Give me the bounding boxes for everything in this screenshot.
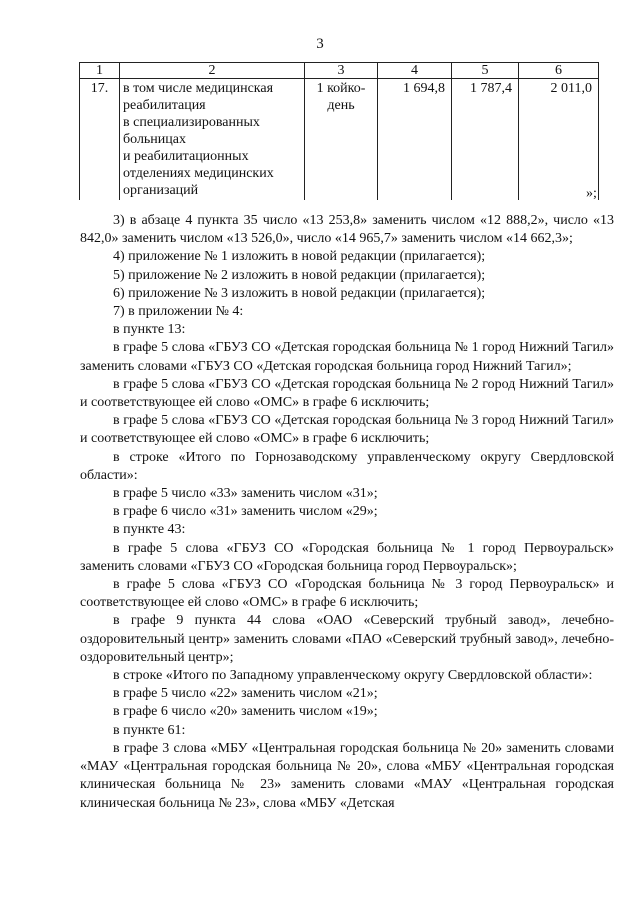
header-cell: 1 — [80, 63, 120, 79]
paragraph: в пункте 13: — [113, 322, 186, 338]
paragraph: в графе 5 слова «ГБУЗ СО «Городская больница № 3 город Первоуральск» и соответствующее ей слово «ОМС» в графе 6 исключить; — [80, 577, 614, 611]
row-value-col6: 2 011,0 — [519, 79, 599, 201]
paragraph: в пункте 43: — [113, 522, 186, 538]
description-line: больницах — [123, 132, 186, 147]
paragraph: в графе 5 слова «ГБУЗ СО «Городская больница № 1 город Первоуральск» заменить словами «ГБУЗ СО «Городская больница город Первоуральск»; — [80, 540, 614, 574]
row-value-col4: 1 694,8 — [378, 79, 452, 201]
table-header-row — [80, 63, 599, 79]
paragraph: в графе 5 слова «ГБУЗ СО «Детская городская больница № 1 город Нижний Тагил» заменить словами «ГБУЗ СО «Детская городская больница город Нижний Тагил»; — [80, 340, 614, 374]
header-cell: 3 — [305, 63, 378, 79]
description-line: организаций — [123, 183, 199, 198]
header-cell: 4 — [378, 63, 452, 79]
paragraph: в строке «Итого по Западному управленческому округу Свердловской области»: — [113, 668, 593, 684]
paragraph: в графе 5 число «22» заменить числом «21»; — [113, 686, 378, 702]
paragraph: в графе 5 число «33» заменить числом «31»; — [113, 486, 378, 502]
table-row — [80, 79, 599, 201]
description-line: в том числе медицинская — [123, 81, 274, 96]
paragraph: 4) приложение № 1 изложить в новой редакции (прилагается); — [113, 249, 486, 265]
description-line: и реабилитационных — [123, 149, 249, 164]
paragraph: в графе 6 число «20» заменить числом «19»; — [113, 704, 378, 720]
paragraph: 5) приложение № 2 изложить в новой редакции (прилагается); — [113, 267, 486, 283]
paragraph: 7) в приложении № 4: — [113, 304, 244, 320]
table-closing-quote: »; — [586, 186, 597, 201]
data-table — [79, 62, 599, 200]
unit-line: 1 койко- — [316, 81, 366, 96]
row-unit — [305, 79, 378, 201]
paragraph: в графе 3 слова «МБУ «Центральная городская больница № 20» заменить словами «МАУ «Центральная городская больница № 20», слова «МБУ «Центральная городская клиническая больница № 23» заменить словами «МАУ «Центральная городская клиническая больница № 23», слова «МБУ «Детская — [80, 740, 614, 811]
description-line: в специализированных — [123, 115, 260, 130]
paragraph: в графе 5 слова «ГБУЗ СО «Детская городская больница № 3 город Нижний Тагил» и соответствующее ей слово «ОМС» в графе 6 исключить; — [80, 413, 614, 447]
paragraph: в пункте 61: — [113, 722, 186, 738]
description-line: реабилитация — [123, 98, 206, 113]
row-value-col5: 1 787,4 — [452, 79, 519, 201]
paragraph: в графе 5 слова «ГБУЗ СО «Детская городская больница № 2 город Нижний Тагил» и соответствующее ей слово «ОМС» в графе 6 исключить; — [80, 376, 614, 411]
header-cell: 2 — [120, 63, 305, 79]
header-cell: 5 — [452, 63, 519, 79]
paragraph: 6) приложение № 3 изложить в новой редакции (прилагается); — [113, 285, 486, 301]
header-cell: 6 — [519, 63, 599, 79]
unit-line: день — [327, 98, 355, 113]
paragraph: в строке «Итого по Горнозаводскому управленческому округу Свердловской области»: — [80, 449, 614, 483]
description-line: отделениях медицинских — [123, 166, 274, 181]
row-description — [120, 79, 305, 201]
paragraph: в графе 6 число «31» заменить числом «29»; — [113, 504, 378, 520]
paragraph: в графе 9 пункта 44 слова «ОАО «Северский трубный завод», лечебно-оздоровительный центр» заменить словами «ПАО «Северский трубный завод», лечебно-оздоровительный центр»; — [80, 613, 614, 665]
page-number: 3 — [316, 36, 324, 52]
paragraph: 3) в абзаце 4 пункта 35 число «13 253,8» заменить числом «12 888,2», число «13 842,0» заменить числом «13 526,0», число «14 965,7» заменить числом «14 662,3»; — [80, 213, 614, 247]
row-number: 17. — [80, 79, 120, 201]
document-body — [80, 212, 614, 813]
